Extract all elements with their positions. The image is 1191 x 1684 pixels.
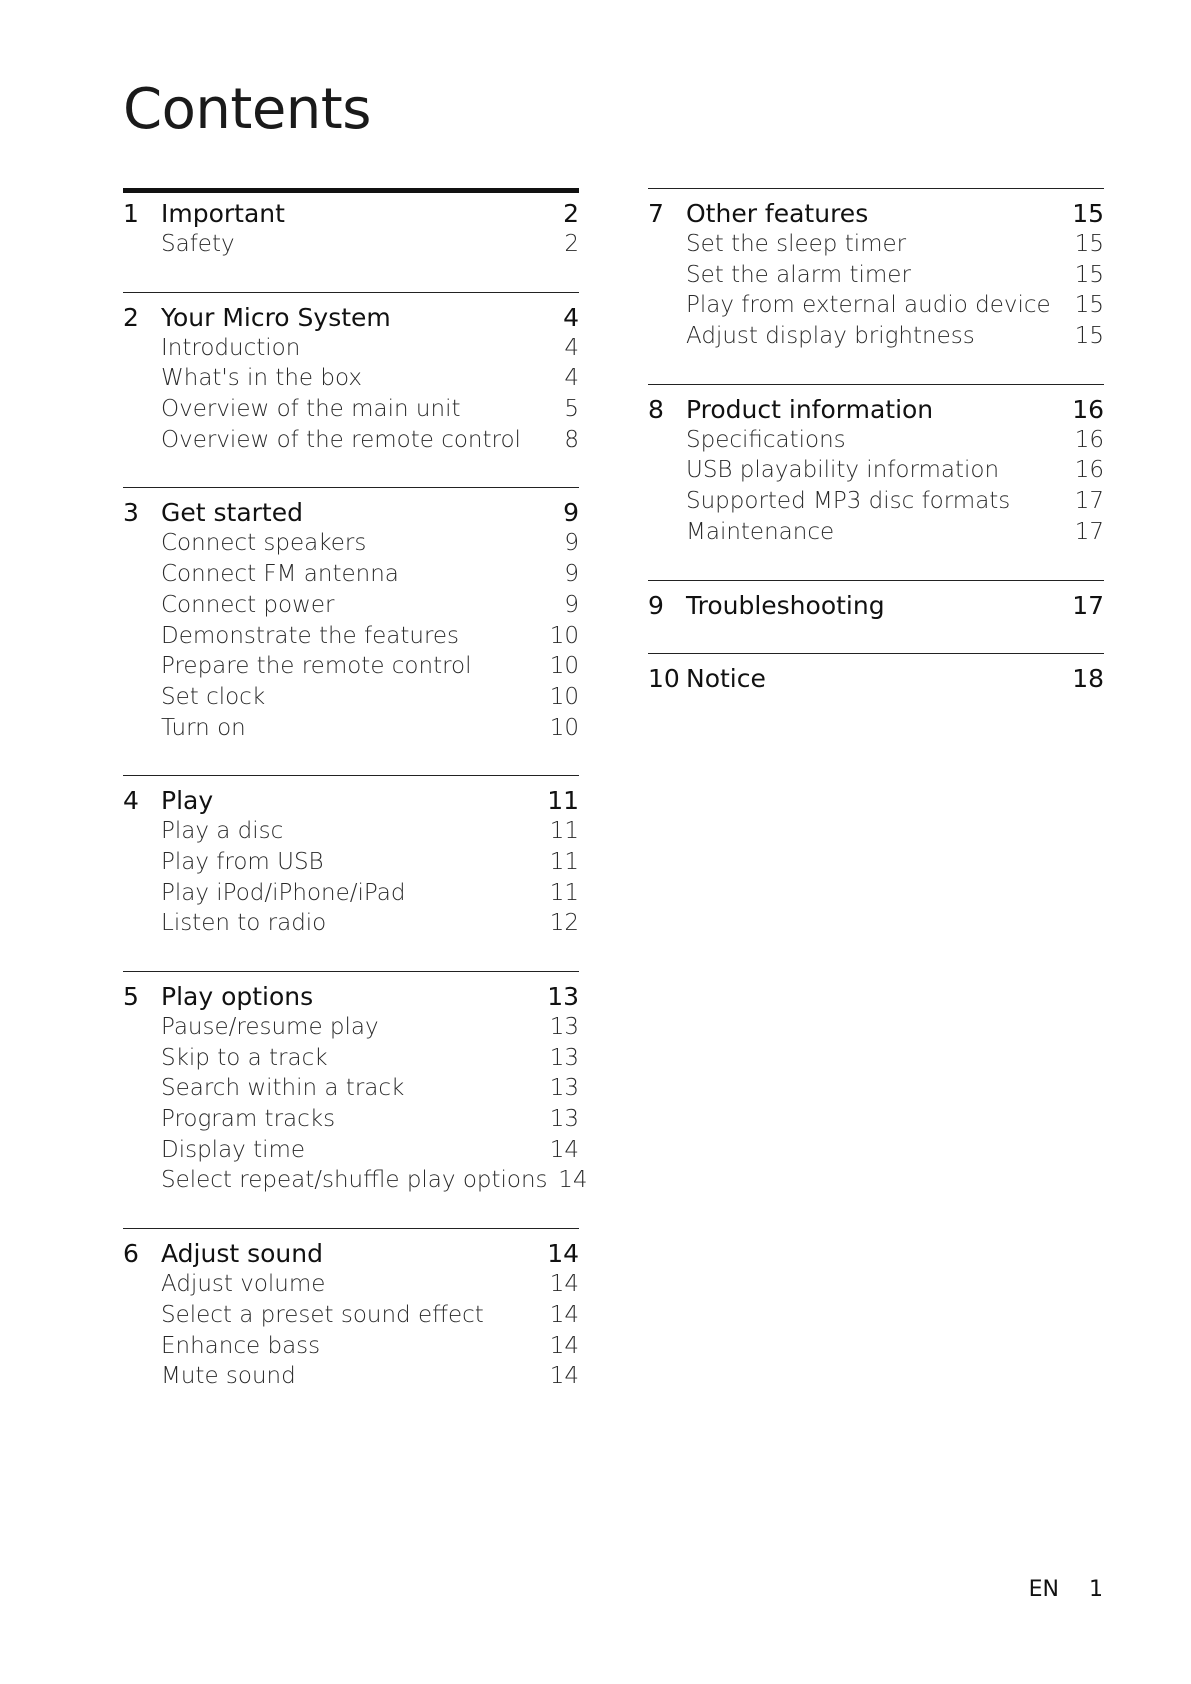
entry-title: Display time	[161, 1136, 306, 1163]
toc-section-heading[interactable]	[123, 303, 579, 335]
entry-page-number: 15	[1074, 231, 1104, 257]
entry-title: Connect speakers	[161, 530, 367, 557]
entry-title: Select repeat/shuffle play options	[161, 1167, 548, 1194]
entry-page-number: 10	[549, 683, 579, 710]
toc-section	[123, 971, 588, 1198]
toc-entry[interactable]	[123, 396, 579, 427]
toc-entry[interactable]	[123, 684, 579, 715]
toc-section	[648, 580, 1104, 623]
entry-title: Play iPod/iPhone/iPad	[161, 879, 406, 906]
entry-title: Overview of the remote control	[161, 426, 521, 453]
entry-title: Pause/resume play	[161, 1014, 379, 1040]
toc-entry[interactable]	[648, 292, 1104, 323]
toc-section	[123, 188, 579, 262]
entry-page-number: 9	[564, 561, 579, 588]
section-page-number: 14	[547, 1239, 579, 1269]
toc-entry[interactable]	[123, 1045, 579, 1076]
section-title: Play options	[161, 982, 314, 1011]
section-page-number: 18	[1072, 663, 1104, 693]
entry-page-number: 10	[549, 653, 579, 680]
entry-title: Maintenance	[686, 518, 835, 545]
toc-entry[interactable]	[123, 427, 579, 458]
section-page-number: 16	[1072, 394, 1104, 424]
entry-title: Adjust display brightness	[686, 323, 975, 350]
section-page-number: 13	[547, 982, 579, 1011]
entry-title: Connect FM antenna	[161, 561, 399, 588]
entry-page-number: 10	[549, 714, 579, 741]
entry-title: Enhance bass	[161, 1332, 321, 1359]
section-number: 2	[123, 302, 139, 332]
toc-entry[interactable]	[123, 231, 579, 262]
entry-title: Demonstrate the features	[161, 622, 460, 649]
entry-page-number: 11	[549, 879, 579, 906]
toc-column-left	[123, 188, 588, 1424]
entry-title: Set the alarm timer	[686, 261, 911, 288]
entry-page-number: 14	[558, 1167, 588, 1194]
entry-title: Adjust volume	[161, 1271, 326, 1298]
entry-title: Prepare the remote control	[161, 653, 472, 680]
toc-section-heading[interactable]	[648, 199, 1104, 231]
section-number: 4	[123, 786, 139, 816]
entry-title: Program tracks	[161, 1106, 336, 1133]
entry-title: Specifications	[686, 426, 846, 453]
toc-entry[interactable]	[123, 653, 579, 684]
section-number: 10	[648, 663, 680, 693]
entry-page-number: 13	[549, 1075, 579, 1102]
toc-section	[648, 653, 1104, 696]
page-footer	[1029, 1577, 1103, 1602]
entry-title: Introduction	[161, 334, 301, 361]
toc-entry[interactable]	[648, 262, 1104, 293]
toc-entry[interactable]	[648, 323, 1104, 354]
entry-page-number: 13	[549, 1044, 579, 1071]
entry-page-number: 4	[564, 365, 579, 392]
section-number: 9	[648, 590, 664, 620]
toc-entry[interactable]	[123, 849, 579, 880]
entry-page-number: 15	[1074, 323, 1104, 350]
entry-page-number: 16	[1074, 457, 1104, 484]
toc-entry[interactable]	[123, 1302, 579, 1333]
footer-language: EN	[1028, 1577, 1059, 1602]
entry-title: Overview of the main unit	[161, 396, 461, 423]
toc-entry[interactable]	[123, 1271, 579, 1302]
toc-section-heading[interactable]	[123, 199, 579, 231]
toc-entry[interactable]	[123, 910, 579, 941]
entry-title: Select a preset sound effect	[161, 1301, 484, 1328]
entry-page-number: 14	[549, 1332, 579, 1359]
toc-entry[interactable]	[648, 231, 1104, 262]
section-number: 3	[123, 498, 139, 528]
toc-section-heading[interactable]	[123, 786, 579, 818]
toc-entry[interactable]	[123, 1106, 579, 1137]
entry-title: Safety	[161, 231, 235, 257]
toc-section-heading[interactable]	[123, 1239, 579, 1271]
entry-title: Search within a track	[161, 1075, 405, 1102]
section-title: Your Micro System	[161, 302, 391, 332]
toc-entry[interactable]	[648, 427, 1104, 458]
entry-page-number: 5	[564, 396, 579, 423]
toc-section-heading[interactable]	[648, 395, 1104, 427]
toc-section	[648, 384, 1104, 550]
toc-section	[123, 487, 579, 745]
section-title: Important	[161, 199, 285, 228]
toc-entry[interactable]	[123, 715, 579, 746]
entry-title: Play a disc	[161, 818, 284, 845]
section-page-number: 9	[563, 498, 579, 528]
section-page-number: 4	[563, 302, 579, 332]
section-number: 5	[123, 982, 139, 1011]
toc-section	[648, 188, 1104, 354]
section-number: 1	[123, 199, 139, 228]
toc-entry[interactable]	[123, 623, 579, 654]
toc-entry[interactable]	[648, 488, 1104, 519]
entry-title: Turn on	[161, 714, 246, 741]
entry-page-number: 14	[549, 1363, 579, 1390]
entry-title: Connect power	[161, 591, 335, 618]
section-page-number: 11	[547, 786, 579, 816]
entry-page-number: 10	[549, 622, 579, 649]
toc-section-heading[interactable]	[648, 664, 1104, 696]
entry-page-number: 15	[1074, 261, 1104, 288]
toc-section-heading[interactable]	[648, 591, 1104, 623]
toc-entry[interactable]	[123, 1167, 588, 1198]
entry-page-number: 14	[549, 1136, 579, 1163]
section-title: Other features	[686, 199, 869, 228]
entry-title: Play from USB	[161, 848, 324, 875]
section-page-number: 15	[1072, 199, 1104, 228]
toc-entry[interactable]	[123, 1014, 579, 1045]
toc-column-right	[648, 188, 1104, 726]
entry-page-number: 17	[1074, 518, 1104, 545]
entry-page-number: 13	[549, 1014, 579, 1040]
entry-title: Skip to a track	[161, 1044, 328, 1071]
footer-page-number: 1	[1089, 1577, 1103, 1602]
section-title: Notice	[686, 663, 766, 693]
toc-entry[interactable]	[123, 592, 579, 623]
entry-page-number: 13	[549, 1106, 579, 1133]
entry-page-number: 8	[564, 426, 579, 453]
entry-page-number: 11	[549, 818, 579, 845]
toc-entry[interactable]	[648, 457, 1104, 488]
entry-page-number: 9	[564, 530, 579, 557]
section-title: Product information	[686, 394, 934, 424]
section-title: Play	[161, 786, 214, 816]
section-number: 8	[648, 394, 664, 424]
toc-section	[123, 292, 579, 458]
section-page-number: 2	[563, 199, 579, 228]
entry-title: Play from external audio device	[686, 292, 1051, 319]
toc-entry[interactable]	[123, 561, 579, 592]
toc-entry[interactable]	[123, 1075, 579, 1106]
toc-section	[123, 1228, 579, 1394]
toc-entry[interactable]	[123, 1333, 579, 1364]
section-number: 6	[123, 1239, 139, 1269]
entry-title: Supported MP3 disc formats	[686, 488, 1011, 515]
section-title: Adjust sound	[161, 1239, 323, 1269]
toc-entry[interactable]	[123, 880, 579, 911]
toc-entry[interactable]	[123, 1137, 579, 1168]
entry-title: Set the sleep timer	[686, 231, 907, 257]
entry-title: What's in the box	[161, 365, 362, 392]
toc-entry[interactable]	[648, 519, 1104, 550]
toc-entry[interactable]	[123, 1363, 579, 1394]
entry-title: Listen to radio	[161, 910, 327, 937]
page-title: Contents	[123, 77, 371, 142]
entry-title: Set clock	[161, 683, 266, 710]
section-page-number: 17	[1072, 590, 1104, 620]
entry-page-number: 11	[549, 848, 579, 875]
entry-page-number: 12	[549, 910, 579, 937]
entry-page-number: 16	[1074, 426, 1104, 453]
entry-page-number: 17	[1074, 488, 1104, 515]
entry-page-number: 14	[549, 1271, 579, 1298]
entry-page-number: 15	[1074, 292, 1104, 319]
entry-page-number: 4	[564, 334, 579, 361]
entry-page-number: 9	[564, 591, 579, 618]
entry-page-number: 14	[549, 1301, 579, 1328]
toc-section-heading[interactable]	[123, 498, 579, 530]
entry-page-number: 2	[564, 231, 579, 257]
toc-section-heading[interactable]	[123, 982, 579, 1014]
toc-section	[123, 775, 579, 941]
section-number: 7	[648, 199, 664, 228]
section-title: Get started	[161, 498, 303, 528]
section-title: Troubleshooting	[686, 590, 885, 620]
toc-entry[interactable]	[123, 530, 579, 561]
toc-entry[interactable]	[123, 335, 579, 366]
toc-entry[interactable]	[123, 818, 579, 849]
entry-title: Mute sound	[161, 1363, 296, 1390]
entry-title: USB playability information	[686, 457, 1000, 484]
toc-entry[interactable]	[123, 365, 579, 396]
